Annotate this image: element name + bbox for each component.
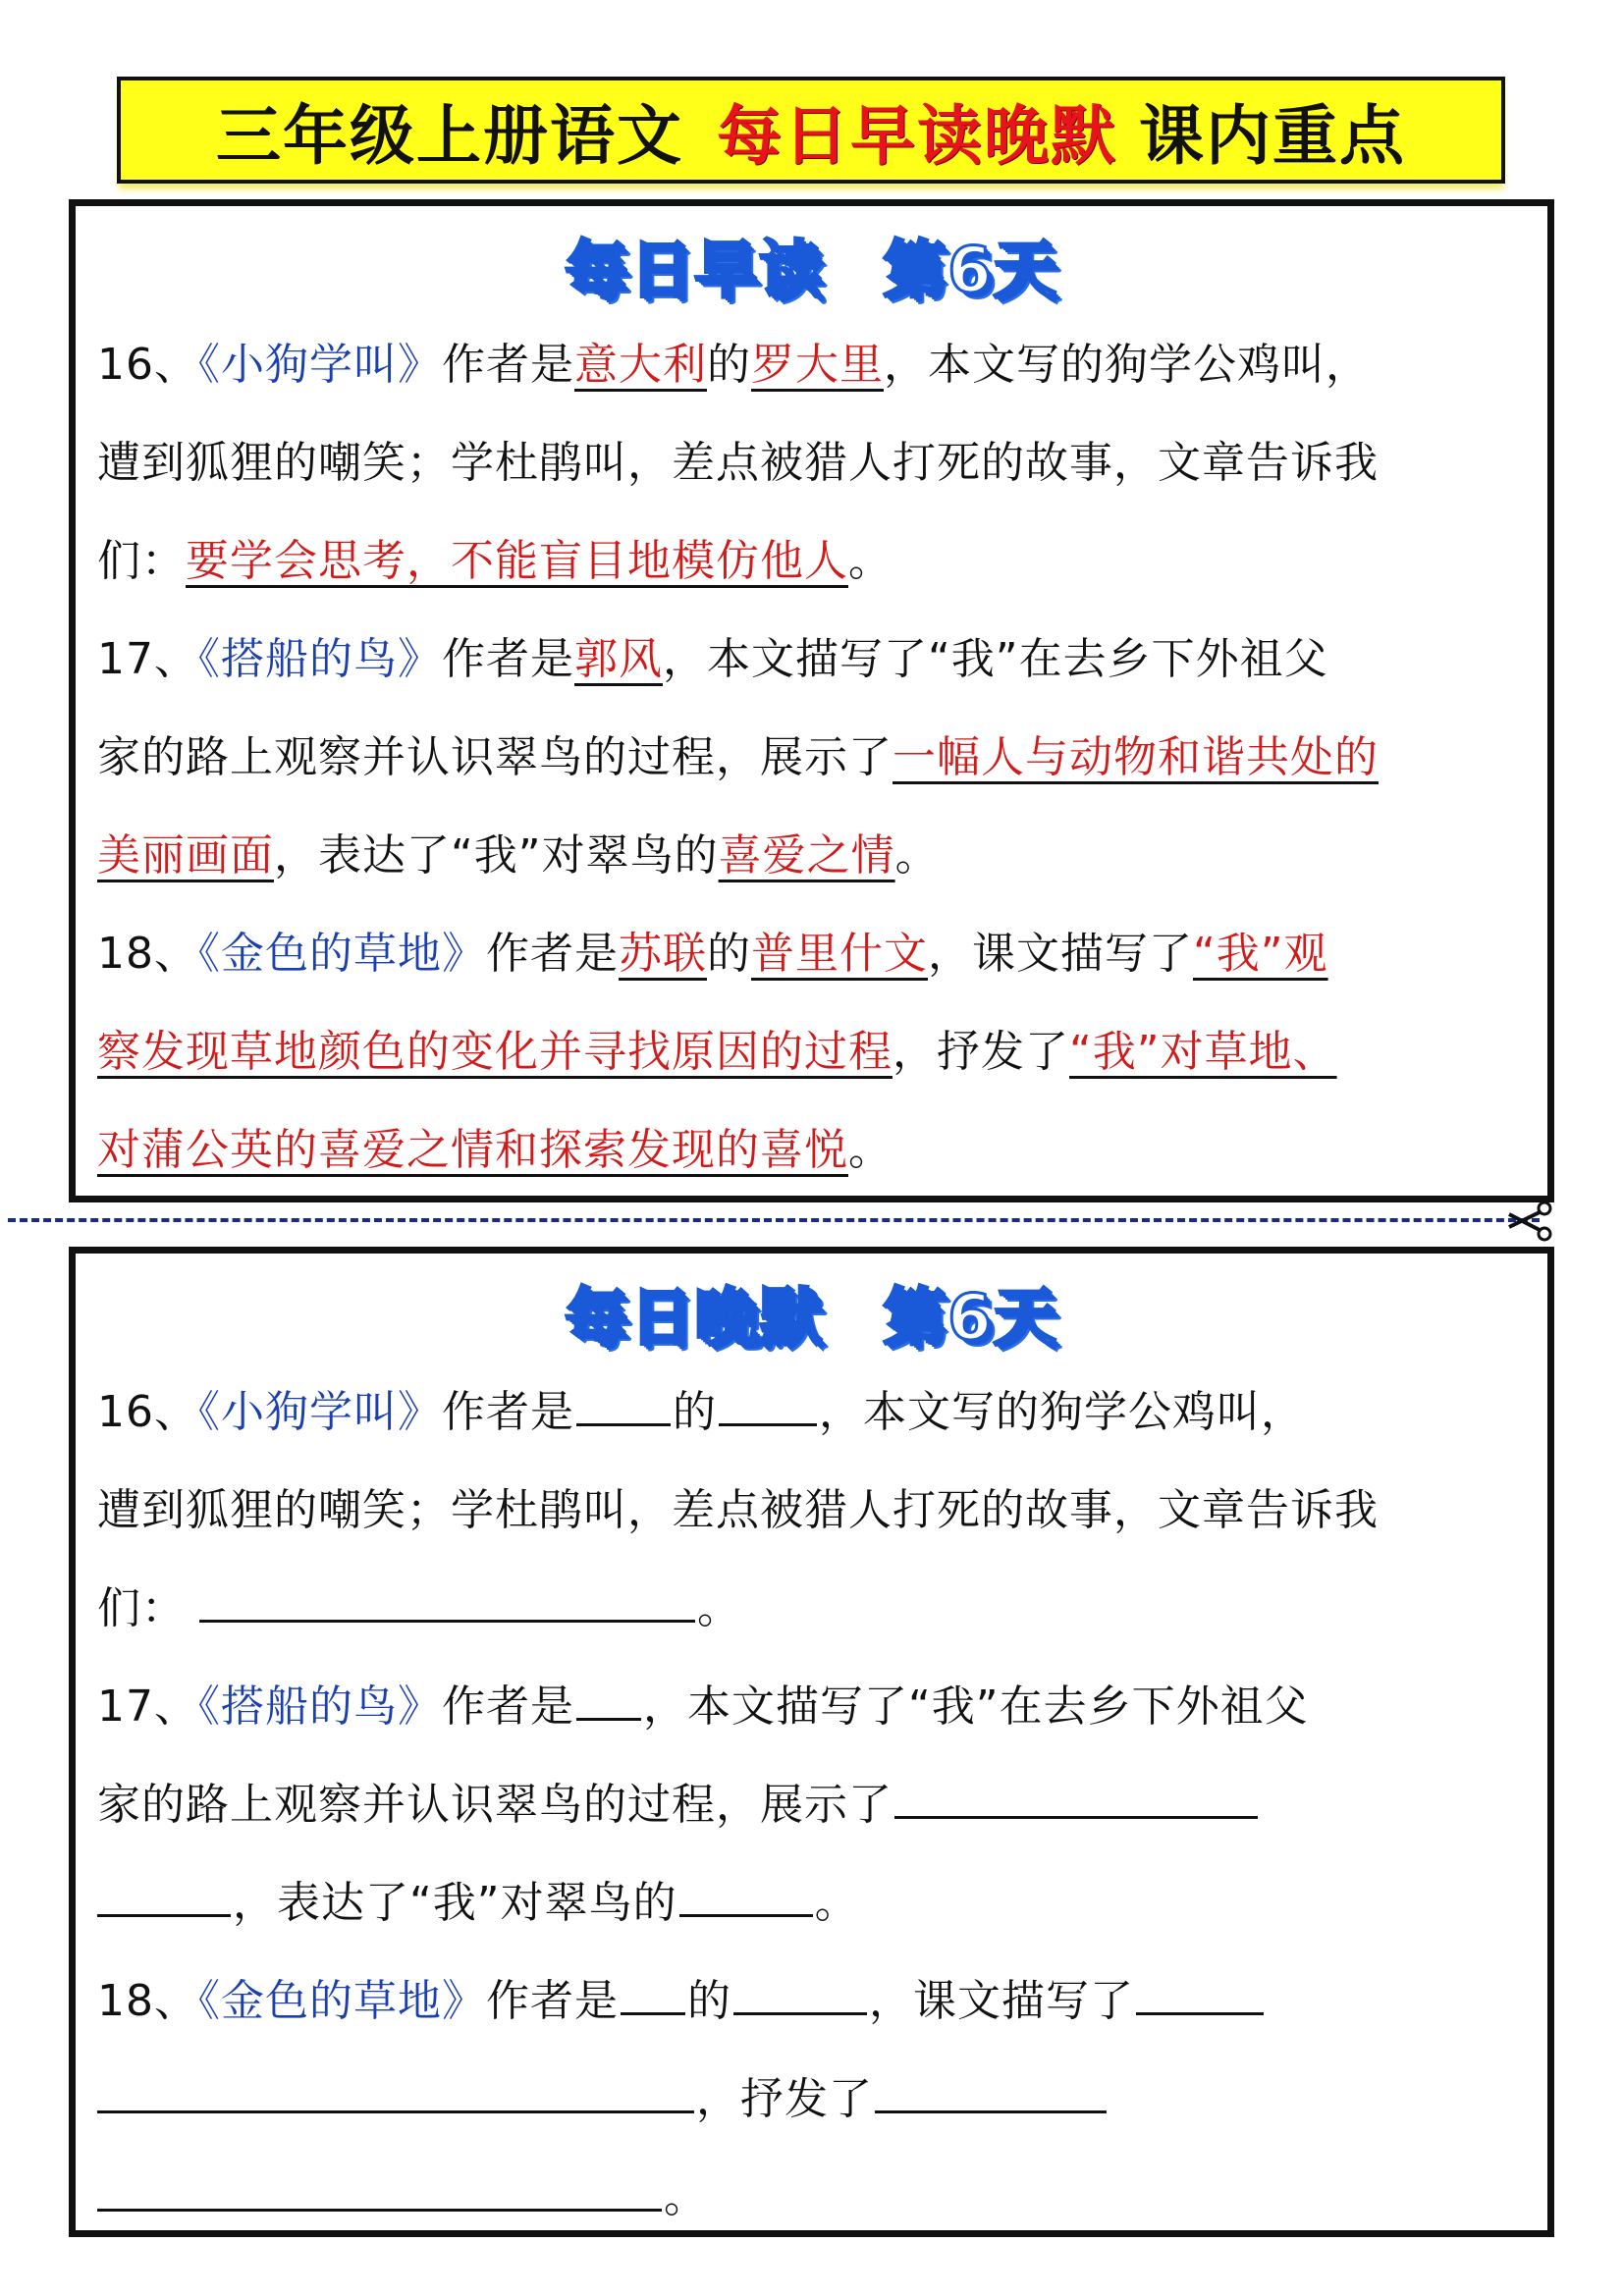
answer-author: 罗大里 (751, 340, 884, 390)
static-text: ，本文描写了“我”在去乡下外祖父 (643, 1682, 1309, 1732)
static-text: 的 (673, 1387, 717, 1437)
item-16-line-3 (97, 512, 1526, 611)
item-number: 18、 (97, 929, 198, 979)
blank-scene-cont[interactable] (97, 1875, 231, 1917)
static-text: 。 (664, 2172, 708, 2222)
answer-scene: 一幅人与动物和谐共处的 (893, 732, 1379, 782)
static-text: 。 (814, 1878, 859, 1928)
header-day-number: 6 (947, 1282, 994, 1355)
blank-emotion[interactable] (875, 2071, 1107, 2113)
book-title: 《小狗学叫》 (198, 1387, 442, 1437)
header-char: 晚 (694, 1282, 760, 1355)
static-text: 作者是 (442, 634, 574, 684)
header-char: 每 (565, 1282, 630, 1355)
answer-lesson: 要学会思考，不能盲目地模仿他人 (186, 536, 848, 586)
blank-lesson[interactable] (199, 1580, 695, 1623)
static-text: 家的路上观察并认识翠鸟的过程，展示了 (97, 732, 893, 782)
static-text: ，本文描写了“我”在去乡下外祖父 (663, 634, 1328, 684)
book-title: 《金色的草地》 (198, 1976, 486, 2026)
item-number: 17、 (97, 1682, 198, 1732)
item-18-line-2 (97, 1003, 1526, 1101)
header-char: 天 (993, 235, 1058, 307)
answer-author: 郭风 (574, 634, 663, 684)
evening-section-header (76, 1267, 1547, 1358)
static-text: ，抒发了 (696, 2074, 873, 2124)
evening-content (97, 1363, 1526, 2247)
item-16-line-3 (97, 1560, 1526, 1658)
blank-scene[interactable] (894, 1777, 1258, 1819)
static-text: 作者是 (442, 1682, 574, 1732)
item-18-line-3 (97, 2149, 1526, 2247)
static-text: 们： (97, 536, 186, 586)
answer-emotion: “我”对草地、 (1069, 1027, 1337, 1077)
answer-description: “我”观 (1193, 929, 1328, 979)
cut-divider (8, 1218, 1540, 1222)
item-17-line-2 (97, 1756, 1526, 1854)
book-title: 《小狗学叫》 (198, 340, 442, 390)
morning-reading-section (69, 199, 1554, 1202)
answer-author: 普里什文 (751, 929, 928, 979)
answer-country: 意大利 (574, 340, 707, 390)
answer-scene: 美丽画面 (97, 830, 274, 881)
static-text: 作者是 (486, 1976, 619, 2026)
morning-section-header (76, 220, 1547, 310)
item-number: 18、 (97, 1976, 198, 2026)
static-text: ，本文写的狗学公鸡叫， (884, 340, 1370, 390)
static-text: ，课文描写了 (928, 929, 1193, 979)
item-18-line-1 (97, 905, 1526, 1003)
blank-country[interactable] (621, 1973, 685, 2015)
title-banner (117, 77, 1505, 184)
static-text: 。 (848, 536, 893, 586)
morning-content (97, 316, 1526, 1200)
static-text: 们： (97, 1583, 186, 1633)
static-text: 作者是 (442, 340, 574, 390)
static-text: 家的路上观察并认识翠鸟的过程，展示了 (97, 1780, 893, 1830)
static-text: 。 (894, 830, 940, 881)
header-char: 每 (565, 235, 630, 307)
item-number: 16、 (97, 340, 198, 390)
static-text: 作者是 (442, 1387, 574, 1437)
blank-emotion-cont[interactable] (97, 2169, 662, 2212)
title-focus: 课内重点 (1139, 97, 1406, 174)
header-char: 日 (629, 235, 695, 307)
header-char: 读 (759, 235, 825, 307)
answer-description: 察发现草地颜色的变化并寻找原因的过程 (97, 1027, 893, 1077)
header-day-number: 6 (947, 235, 994, 307)
static-text: 作者是 (486, 929, 619, 979)
blank-author[interactable] (733, 1973, 867, 2015)
answer-feeling: 喜爱之情 (718, 830, 895, 881)
item-16-line-1 (97, 316, 1526, 414)
evening-dictation-section (69, 1247, 1554, 2237)
item-17-line-3 (97, 1854, 1526, 1952)
blank-author[interactable] (719, 1384, 817, 1426)
item-16-line-1 (97, 1363, 1526, 1462)
blank-country[interactable] (576, 1384, 671, 1426)
item-17-line-1 (97, 1658, 1526, 1756)
static-text: ，课文描写了 (869, 1976, 1134, 2026)
header-char: 默 (759, 1282, 825, 1355)
answer-emotion: 对蒲公英的喜爱之情和探索发现的喜悦 (97, 1125, 848, 1175)
static-text: ，抒发了 (893, 1027, 1069, 1077)
static-text: 的 (707, 929, 751, 979)
static-text: 。 (697, 1583, 741, 1633)
item-17-line-2 (97, 709, 1526, 807)
header-char: 天 (993, 1282, 1058, 1355)
header-char: 第 (883, 235, 948, 307)
item-17-line-3 (97, 807, 1526, 905)
header-char: 早 (694, 235, 760, 307)
static-text: ，本文写的狗学公鸡叫， (819, 1387, 1305, 1437)
answer-country: 苏联 (619, 929, 707, 979)
item-18-line-3 (97, 1101, 1526, 1200)
book-title: 《搭船的鸟》 (198, 1682, 442, 1732)
blank-author[interactable] (576, 1679, 641, 1721)
book-title: 《金色的草地》 (198, 929, 486, 979)
static-text: 。 (848, 1125, 893, 1175)
blank-description-cont[interactable] (97, 2071, 694, 2113)
item-17-line-1 (97, 611, 1526, 709)
blank-feeling[interactable] (679, 1875, 813, 1917)
item-16-line-2: 遭到狐狸的嘲笑；学杜鹃叫，差点被猎人打死的故事，文章告诉我 (97, 438, 1379, 488)
static-text: ，表达了“我”对翠鸟的 (233, 1878, 677, 1928)
item-16-line-2: 遭到狐狸的嘲笑；学杜鹃叫，差点被猎人打死的故事，文章告诉我 (97, 1485, 1379, 1535)
item-18-line-1 (97, 1952, 1526, 2051)
item-number: 16、 (97, 1387, 198, 1437)
header-char: 第 (883, 1282, 948, 1355)
title-grade: 三年级上册语文 (216, 97, 683, 174)
static-text: 的 (707, 340, 751, 390)
header-char: 日 (629, 1282, 695, 1355)
book-title: 《搭船的鸟》 (198, 634, 442, 684)
static-text: ，表达了“我”对翠鸟的 (274, 830, 719, 881)
blank-description[interactable] (1136, 1973, 1264, 2015)
scissors-icon (1507, 1200, 1556, 1243)
static-text: 的 (687, 1976, 731, 2026)
item-18-line-2 (97, 2051, 1526, 2149)
title-program: 每日早读晚默 (717, 97, 1117, 174)
item-number: 17、 (97, 634, 198, 684)
